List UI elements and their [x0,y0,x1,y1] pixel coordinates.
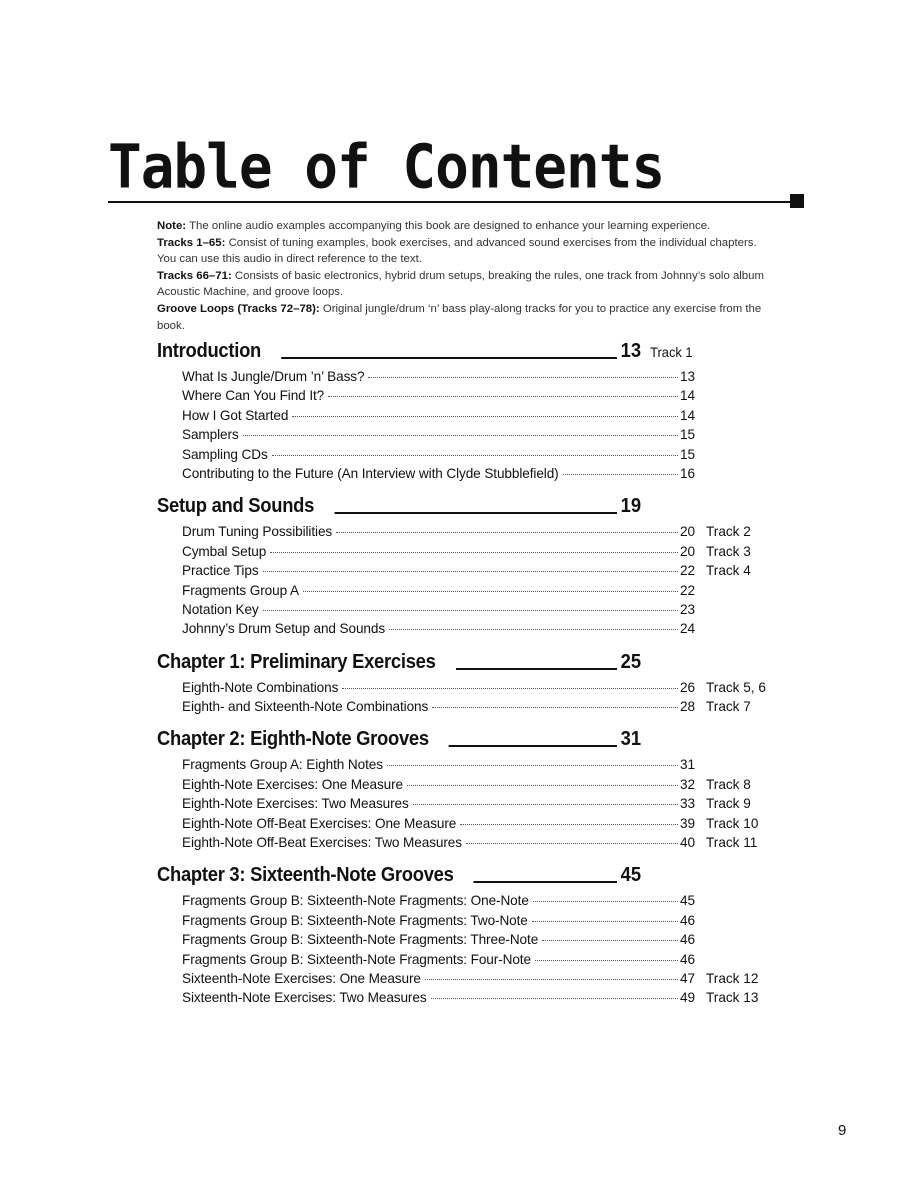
entry-main [182,932,702,947]
entry-main [182,757,702,772]
dot-leader [563,474,678,475]
dot-leader [368,377,678,378]
entry-page: 46 [680,951,696,967]
entry-page: 15 [680,427,696,443]
dot-leader [263,610,678,611]
entry-page: 39 [680,815,696,831]
entry-main [182,583,702,598]
toc-section [157,728,797,854]
chapter-heading[interactable] [157,728,705,757]
dot-leader [460,824,678,825]
dot-leader [535,960,678,961]
entry-page: 22 [680,563,696,579]
chapter-track: Track 1 [650,344,693,360]
entry-page: 14 [680,388,696,404]
toc-section [157,651,797,719]
chapter-rule [474,881,617,883]
toc-entry[interactable] [157,777,797,796]
toc-entry[interactable] [157,990,797,1009]
chapter-rule [449,745,617,747]
entry-main [182,680,702,695]
note-line [157,218,767,235]
toc-entry[interactable] [157,971,797,990]
entry-main [182,990,702,1005]
chapter-page: 31 [620,728,642,751]
entry-track: Track 2 [706,524,751,540]
entry-track: Track 11 [706,835,758,851]
dot-leader [243,435,678,436]
note-line [157,301,767,334]
entry-title: Fragments Group B: Sixteenth-Note Fragments: One-Note [182,893,529,909]
entry-main [182,388,702,403]
entry-page: 46 [680,932,696,948]
entry-page: 45 [680,893,696,909]
dot-leader [342,688,678,689]
entry-main [182,408,702,423]
entry-main [182,563,702,578]
entry-title: Eighth-Note Combinations [182,679,339,695]
title-rule [108,201,796,203]
entry-main [182,699,702,714]
toc-section [157,340,797,485]
entry-main [182,466,702,481]
entry-title: Sixteenth-Note Exercises: Two Measures [182,990,427,1006]
entry-title: Contributing to the Future (An Interview with Clyde Stubblefield) [182,465,559,481]
entry-track: Track 10 [706,815,759,831]
chapter-heading[interactable] [157,495,705,524]
entry-page: 40 [680,835,696,851]
note-text: The online audio examples accompanying this book are designed to enhance your learning experience. [186,220,711,232]
dot-leader [407,785,678,786]
entry-page: 20 [680,524,696,540]
entry-page: 16 [680,465,696,481]
toc-entry[interactable] [157,427,797,446]
chapter-title: Setup and Sounds [157,495,315,518]
dot-leader [466,843,678,844]
entry-main [182,621,702,636]
toc-entry[interactable] [157,621,797,640]
entry-title: Samplers [182,427,239,443]
dot-leader [387,765,678,766]
dot-leader [542,940,678,941]
audio-notes [157,218,767,334]
dot-leader [431,998,678,999]
chapter-heading[interactable] [157,864,705,893]
dot-leader [413,804,678,805]
note-text: Consists of basic electronics, hybrid drum setups, breaking the rules, one track from Johnny’s solo album Acoustic Machine, and groove loops. [157,269,764,299]
toc-entry[interactable] [157,447,797,466]
entry-page: 46 [680,912,696,928]
chapter-title: Chapter 3: Sixteenth-Note Grooves [157,864,454,887]
page-number: 9 [838,1122,847,1139]
entry-main [182,913,702,928]
note-label: Groove Loops (Tracks 72–78): [157,302,320,315]
toc-entry[interactable] [157,544,797,563]
entry-main [182,971,702,986]
entry-main [182,602,702,617]
chapter-rule [334,512,617,514]
entry-track: Track 3 [706,543,751,559]
page-title: Table of Contents [108,132,665,203]
entry-page: 22 [680,582,696,598]
dot-leader [425,979,678,980]
entry-main [182,524,702,539]
entry-title: Eighth-Note Off-Beat Exercises: One Measure [182,815,457,831]
entry-title: How I Got Started [182,407,289,423]
entry-title: Cymbal Setup [182,543,267,559]
toc-entry[interactable] [157,757,797,776]
toc-entry[interactable] [157,835,797,854]
entry-page: 13 [680,369,696,384]
entry-page: 14 [680,407,696,423]
entry-page: 20 [680,543,696,559]
toc-entry[interactable] [157,932,797,951]
chapter-page: 25 [620,650,642,673]
chapter-page: 45 [620,864,642,887]
entry-title: Johnny’s Drum Setup and Sounds [182,621,386,637]
entry-page: 26 [680,679,696,695]
entry-track: Track 8 [706,776,751,792]
entry-track: Track 13 [706,990,759,1006]
entry-main [182,427,702,442]
entry-track: Track 5, 6 [706,679,766,695]
chapter-title: Introduction [157,340,262,362]
entry-title: Fragments Group A [182,582,299,598]
dot-leader [533,901,678,902]
entry-page: 49 [680,990,696,1006]
entry-title: Eighth- and Sixteenth-Note Combinations [182,699,429,715]
entry-title: Sixteenth-Note Exercises: One Measure [182,970,421,986]
chapter-heading[interactable] [157,340,705,369]
entry-page: 23 [680,601,696,617]
toc-entry[interactable] [157,952,797,971]
entry-title: Drum Tuning Possibilities [182,524,333,540]
table-of-contents [157,340,797,1020]
entry-title: Sampling CDs [182,446,268,462]
entry-page: 15 [680,446,696,462]
entry-page: 47 [680,970,696,986]
entry-main [182,369,702,384]
toc-entry[interactable] [157,408,797,427]
dot-leader [328,396,678,397]
toc-entry[interactable] [157,680,797,699]
dot-leader [432,707,678,708]
entry-main [182,952,702,967]
entry-track: Track 7 [706,699,751,715]
toc-entry[interactable] [157,466,797,485]
entry-page: 32 [680,776,696,792]
dot-leader [303,591,678,592]
entry-title: Fragments Group B: Sixteenth-Note Fragments: Two-Note [182,912,528,928]
entry-title: Practice Tips [182,563,259,579]
entry-page: 28 [680,699,696,715]
entry-page: 31 [680,757,696,773]
note-text: Consist of tuning examples, book exercises, and advanced sound exercises from the individual chapters. You can use this audio in direct reference to the text. [157,236,757,266]
note-line [157,235,767,268]
chapter-title: Chapter 1: Preliminary Exercises [157,650,436,673]
chapter-rule [281,357,617,359]
entry-title: Fragments Group B: Sixteenth-Note Fragments: Four-Note [182,951,531,967]
entry-title: Notation Key [182,601,259,617]
toc-entry[interactable] [157,913,797,932]
entry-title: Fragments Group A: Eighth Notes [182,757,383,773]
chapter-title: Chapter 2: Eighth-Note Grooves [157,728,429,751]
entry-track: Track 4 [706,563,751,579]
entry-main [182,777,702,792]
entry-page: 33 [680,796,696,812]
toc-section [157,864,797,1009]
dot-leader [270,552,678,553]
dot-leader [292,416,678,417]
entry-title: Eighth-Note Exercises: Two Measures [182,796,409,812]
dot-leader [532,921,678,922]
dot-leader [263,571,678,572]
note-label: Tracks 1–65: [157,236,226,249]
dot-leader [389,629,678,630]
toc-section [157,495,797,640]
entry-title: Fragments Group B: Sixteenth-Note Fragments: Three-Note [182,932,539,948]
note-text: Original jungle/drum ‘n’ bass play-along tracks for you to practice any exercise from the book. [157,302,762,332]
toc-entry[interactable] [157,816,797,835]
entry-title: Eighth-Note Exercises: One Measure [182,776,403,792]
chapter-rule [456,668,617,670]
entry-title: Eighth-Note Off-Beat Exercises: Two Measures [182,835,462,851]
toc-entry[interactable] [157,699,797,718]
toc-entry[interactable] [157,369,797,388]
entry-title: Where Can You Find It? [182,388,325,404]
dot-leader [272,455,678,456]
note-line [157,268,767,301]
entry-track: Track 12 [706,970,759,986]
entry-track: Track 9 [706,796,751,812]
toc-entry[interactable] [157,796,797,815]
entry-main [182,544,702,559]
entry-title: What Is Jungle/Drum ’n’ Bass? [182,369,365,384]
note-label: Note: [157,220,187,232]
dot-leader [336,532,678,533]
entry-page: 24 [680,621,696,637]
title-square-ornament [790,194,804,208]
entry-main [182,835,702,850]
toc-entry[interactable] [157,388,797,407]
toc-entry[interactable] [157,893,797,912]
entry-main [182,893,702,908]
entry-main [182,816,702,831]
toc-entry[interactable] [157,583,797,602]
entry-main [182,447,702,462]
chapter-page: 19 [620,495,642,518]
chapter-page: 13 [620,340,642,362]
note-label: Tracks 66–71: [157,269,232,282]
toc-entry[interactable] [157,563,797,582]
toc-entry[interactable] [157,602,797,621]
chapter-heading[interactable] [157,651,705,680]
entry-main [182,796,702,811]
toc-entry[interactable] [157,524,797,543]
